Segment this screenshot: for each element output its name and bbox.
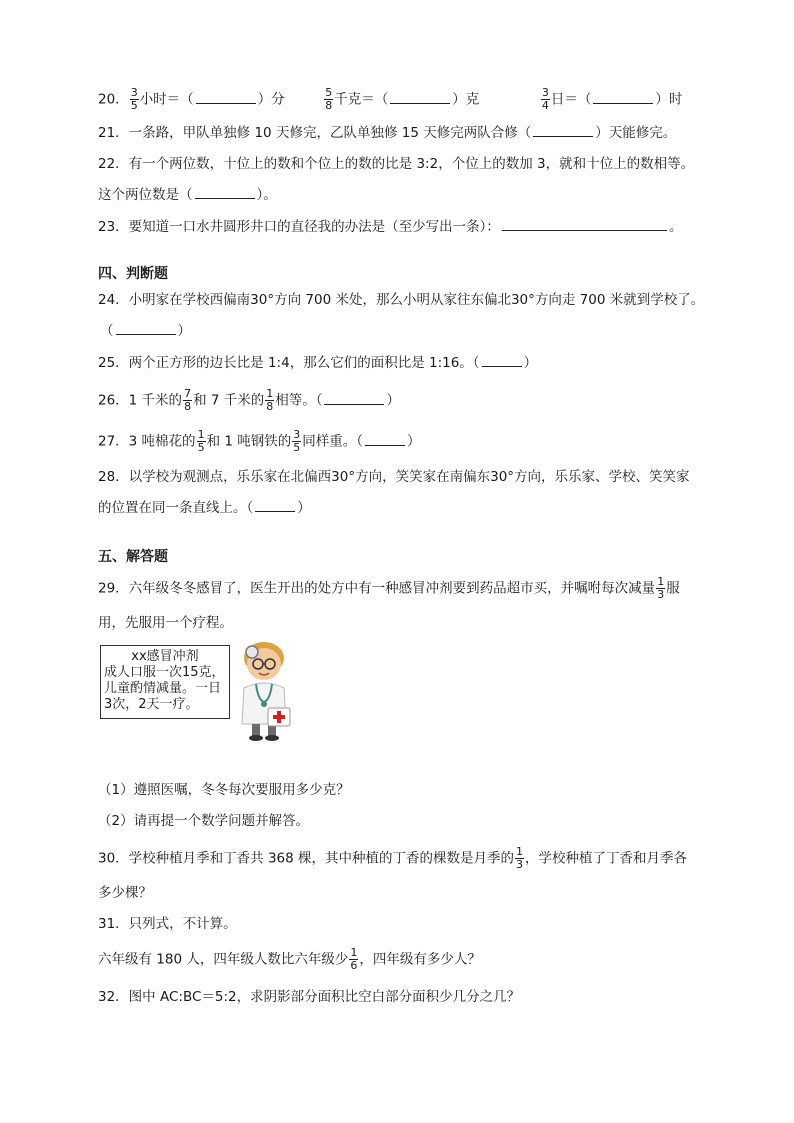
fraction: $\frac{1}{6}$: [350, 946, 358, 972]
fraction: $\frac{1}{8}$: [266, 387, 274, 413]
fraction: $\frac{3}{4}$: [541, 86, 549, 112]
medicine-note: [100, 645, 230, 719]
fraction: $\frac{1}{3}$: [657, 575, 665, 601]
question-29-line-1: 29．六年级冬冬感冒了，医生开出的处方中有一种感冒冲剂要到药品超市买，并嘱咐每次减量 $\frac{1}{3}$ 服: [98, 575, 680, 601]
question-28-line-1: 28．以学校为观测点，乐乐家在北偏西30°方向，笑笑家在南偏东30°方向，乐乐家、学校、笑笑家: [98, 469, 690, 485]
answer-blank[interactable]: [533, 124, 593, 137]
question-21: 21．一条路，甲队单独修 10 天修完，乙队单独修 15 天修完两队合修（ ）天能修完。: [98, 125, 677, 141]
question-20: 20． $\frac{3}{5}$ 小时＝（ ）分 $\frac{5}{8}$ 千克＝（ ）克 $\frac{3}{4}$ 日＝（ ）时: [98, 86, 683, 112]
question-29-sub-2: （2）请再提一个数学问题并解答。: [98, 813, 310, 829]
fraction: $\frac{5}{8}$: [325, 86, 333, 112]
question-22-line-1: 22．有一个两位数，十位上的数和个位上的数的比是 3:2，个位上的数加 3，就和十位上的数相等。: [98, 156, 695, 172]
question-24-line-1: 24．小明家在学校西偏南30°方向 700 米处，那么小明从家往东偏北30°方向走 700 米就到学校了。: [98, 292, 705, 308]
question-29-sub-1: （1）遵照医嘱，冬冬每次要服用多少克？: [98, 782, 350, 798]
question-30-line-1: 30．学校种植月季和丁香共 368 棵，其中种植的丁香的棵数是月季的 $\frac{1}{3}$ ，学校种植了丁香和月季各: [98, 845, 688, 871]
question-27: 27．3 吨棉花的 $\frac{1}{5}$ 和 1 吨钢铁的 $\frac{3}{5}$ 同样重。（ ）: [98, 428, 421, 454]
question-number: 20．: [98, 91, 129, 108]
section-heading-judgment: 四、判断题: [98, 266, 168, 282]
answer-blank[interactable]: [255, 499, 295, 512]
answer-blank[interactable]: [116, 322, 176, 335]
medicine-note-line: 成人口服一次15克，: [104, 665, 225, 680]
question-28-line-2: 的位置在同一条直线上。（ ）: [98, 500, 311, 516]
fraction: $\frac{3}{5}$: [293, 428, 301, 454]
medicine-note-title: xx感冒冲剂: [131, 649, 199, 664]
fraction: $\frac{1}{5}$: [197, 428, 205, 454]
question-31-line-1: 31．只列式，不计算。: [98, 916, 237, 932]
question-29-line-2: 用，先服用一个疗程。: [98, 615, 233, 631]
doctor-illustration: [228, 638, 298, 742]
question-32: 32．图中 AC:BC＝5:2，求阴影部分面积比空白部分面积少几分之几？: [98, 989, 521, 1005]
section-heading-solve: 五、解答题: [98, 549, 168, 565]
question-26: 26．1 千米的 $\frac{7}{8}$ 和 7 千米的 $\frac{1}{8}$ 相等。（ ）: [98, 387, 400, 413]
fraction: $\frac{1}{3}$: [516, 845, 524, 871]
question-23: 23．要知道一口水井圆形井口的直径我的办法是（至少写出一条）： 。: [98, 219, 683, 235]
answer-blank[interactable]: [593, 91, 653, 104]
fraction: $\frac{3}{5}$: [130, 86, 138, 112]
answer-blank[interactable]: [502, 218, 667, 231]
answer-blank[interactable]: [195, 186, 255, 199]
fraction: $\frac{7}{8}$: [184, 387, 192, 413]
answer-blank[interactable]: [324, 392, 384, 405]
medicine-note-line: 儿童酌情减量。一日: [104, 681, 222, 696]
question-24-line-2: （ ）: [100, 323, 191, 339]
medicine-note-line: 3次，2天一疗。: [104, 697, 199, 712]
question-25: 25．两个正方形的边长比是 1:4，那么它们的面积比是 1:16。（ ）: [98, 355, 538, 371]
answer-blank[interactable]: [196, 91, 256, 104]
question-22-line-2: 这个两位数是（ ）。: [98, 187, 277, 203]
answer-blank[interactable]: [390, 91, 450, 104]
answer-blank[interactable]: [482, 354, 522, 367]
question-30-line-2: 多少棵？: [98, 885, 152, 901]
answer-blank[interactable]: [365, 433, 405, 446]
question-31-line-2: 六年级有 180 人，四年级人数比六年级少 $\frac{1}{6}$ ，四年级有多少人？: [98, 946, 481, 972]
